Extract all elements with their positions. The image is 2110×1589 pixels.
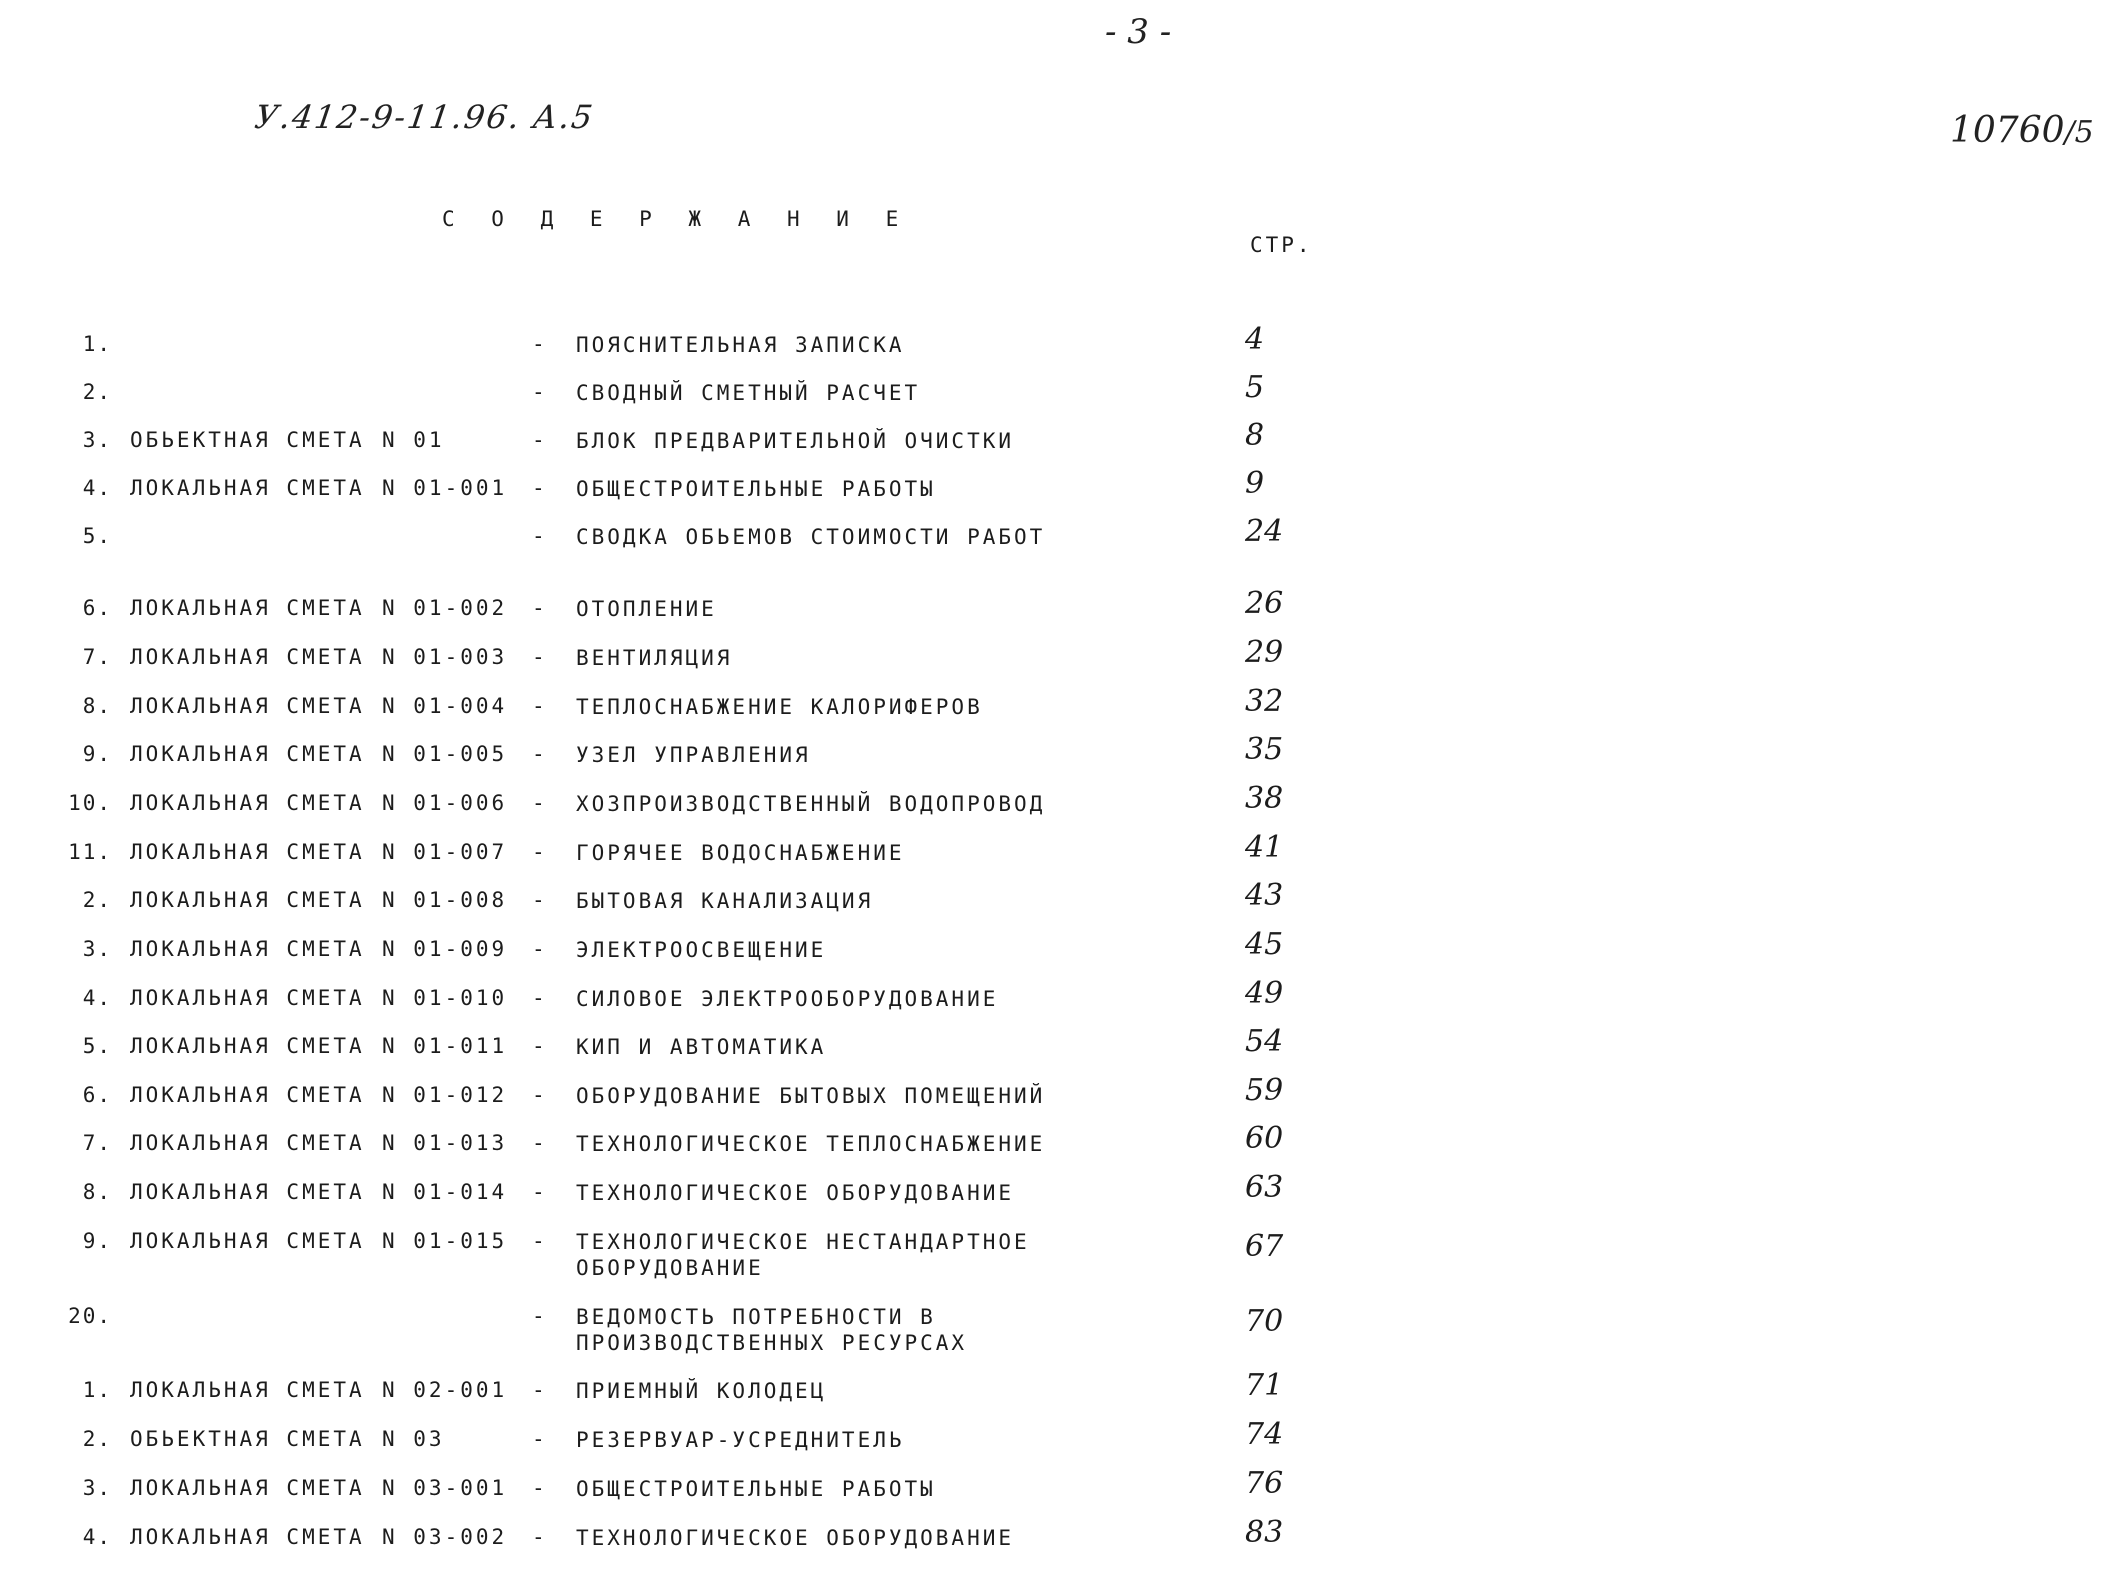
description-line: ОБОРУДОВАНИЕ xyxy=(576,1256,764,1280)
row-dash: - xyxy=(532,742,545,766)
row-number: 2. xyxy=(82,380,112,404)
row-description xyxy=(576,791,1045,817)
estimate-type: ЛОКАЛЬНАЯ СМЕТА xyxy=(130,476,365,500)
toc-row xyxy=(0,1073,2110,1119)
row-dash: - xyxy=(532,476,545,500)
page-ref: 26 xyxy=(1245,586,1284,621)
row-description xyxy=(576,332,905,358)
page-ref: 43 xyxy=(1245,878,1284,913)
row-dash: - xyxy=(532,645,545,669)
toc-row xyxy=(0,976,2110,1022)
row-dash: - xyxy=(532,986,545,1010)
row-number: 11. xyxy=(68,840,112,864)
row-dash: - xyxy=(532,380,545,404)
row-description xyxy=(576,888,873,914)
row-number: 3. xyxy=(82,428,112,452)
estimate-code: N 01-002 xyxy=(382,596,508,620)
page-ref: 71 xyxy=(1245,1368,1284,1403)
estimate-type: ЛОКАЛЬНАЯ СМЕТА xyxy=(130,1083,365,1107)
toc-row xyxy=(0,1417,2110,1463)
estimate-code: N 01-003 xyxy=(382,645,508,669)
page-ref: 29 xyxy=(1245,635,1284,670)
description-line: УЗЕЛ УПРАВЛЕНИЯ xyxy=(576,743,811,767)
page-ref: 59 xyxy=(1245,1073,1284,1108)
row-dash: - xyxy=(532,428,545,452)
row-number: 9. xyxy=(82,1229,112,1253)
row-number: 8. xyxy=(82,694,112,718)
description-line: ПОЯСНИТЕЛЬНАЯ ЗАПИСКА xyxy=(576,333,905,357)
description-line: ТЕХНОЛОГИЧЕСКОЕ НЕСТАНДАРТНОЕ xyxy=(576,1230,1030,1254)
row-description xyxy=(576,524,1045,550)
estimate-type: ЛОКАЛЬНАЯ СМЕТА xyxy=(130,986,365,1010)
description-line: ПРИЕМНЫЙ КОЛОДЕЦ xyxy=(576,1379,827,1403)
description-line: ТЕХНОЛОГИЧЕСКОЕ ТЕПЛОСНАБЖЕНИЕ xyxy=(576,1132,1046,1156)
row-description xyxy=(576,1476,936,1502)
row-number: 3. xyxy=(82,1476,112,1500)
estimate-code: N 01-004 xyxy=(382,694,508,718)
row-number: 4. xyxy=(82,476,112,500)
description-line: БЫТОВАЯ КАНАЛИЗАЦИЯ xyxy=(576,889,874,913)
row-number: 3. xyxy=(82,937,112,961)
row-number: 2. xyxy=(82,1427,112,1451)
page-number: - 3 - xyxy=(1105,12,1172,52)
toc-title: С О Д Е Р Ж А Н И Е xyxy=(442,207,911,231)
row-dash: - xyxy=(532,1378,545,1402)
description-line: ГОРЯЧЕЕ ВОДОСНАБЖЕНИЕ xyxy=(576,841,905,865)
row-dash: - xyxy=(532,1304,545,1328)
row-description xyxy=(576,645,732,671)
row-description xyxy=(576,742,811,768)
row-description xyxy=(576,596,717,622)
row-dash: - xyxy=(532,1180,545,1204)
description-line: БЛОК ПРЕДВАРИТЕЛЬНОЙ ОЧИСТКИ xyxy=(576,429,1015,453)
estimate-code: N 01-001 xyxy=(382,476,508,500)
estimate-type: ЛОКАЛЬНАЯ СМЕТА xyxy=(130,840,365,864)
estimate-code: N 03-002 xyxy=(382,1525,508,1549)
page-ref: 83 xyxy=(1245,1515,1284,1550)
row-dash: - xyxy=(532,937,545,961)
row-description xyxy=(576,1229,1030,1281)
row-dash: - xyxy=(532,791,545,815)
estimate-code: N 03 xyxy=(382,1427,445,1451)
description-line: ОБОРУДОВАНИЕ БЫТОВЫХ ПОМЕЩЕНИЙ xyxy=(576,1084,1046,1108)
row-dash: - xyxy=(532,1229,545,1253)
estimate-code: N 01 xyxy=(382,428,445,452)
row-number: 9. xyxy=(82,742,112,766)
toc-row xyxy=(0,1229,2110,1289)
estimate-code: N 01-008 xyxy=(382,888,508,912)
page-ref: 67 xyxy=(1245,1229,1284,1264)
page-ref: 9 xyxy=(1245,466,1265,501)
row-dash: - xyxy=(532,596,545,620)
row-dash: - xyxy=(532,1083,545,1107)
row-description xyxy=(576,937,826,963)
row-description xyxy=(576,380,920,406)
toc-row xyxy=(0,1466,2110,1512)
page-ref: 70 xyxy=(1245,1304,1284,1339)
page-ref: 74 xyxy=(1245,1417,1284,1452)
row-description xyxy=(576,1304,967,1356)
row-description xyxy=(576,694,983,720)
row-number: 10. xyxy=(68,791,112,815)
toc-row xyxy=(0,1024,2110,1070)
archive-number-main: 10760 xyxy=(1950,110,2065,151)
estimate-type: ЛОКАЛЬНАЯ СМЕТА xyxy=(130,1229,365,1253)
row-number: 8. xyxy=(82,1180,112,1204)
row-description xyxy=(576,1034,826,1060)
estimate-type: ЛОКАЛЬНАЯ СМЕТА xyxy=(130,1378,365,1402)
description-line: ЭЛЕКТРООСВЕЩЕНИЕ xyxy=(576,938,827,962)
estimate-code: N 01-009 xyxy=(382,937,508,961)
toc-row xyxy=(0,781,2110,827)
page-ref: 54 xyxy=(1245,1024,1284,1059)
row-description xyxy=(576,1427,905,1453)
row-dash: - xyxy=(532,1034,545,1058)
estimate-code: N 02-001 xyxy=(382,1378,508,1402)
description-line: ОБЩЕСТРОИТЕЛЬНЫЕ РАБОТЫ xyxy=(576,1477,936,1501)
toc-row xyxy=(0,586,2110,632)
estimate-code: N 01-013 xyxy=(382,1131,508,1155)
row-number: 6. xyxy=(82,1083,112,1107)
toc-row xyxy=(0,322,2110,368)
description-line: СВОДКА ОБЬЕМОВ СТОИМОСТИ РАБОТ xyxy=(576,525,1046,549)
estimate-type: ЛОКАЛЬНАЯ СМЕТА xyxy=(130,1131,365,1155)
row-dash: - xyxy=(532,888,545,912)
toc-row xyxy=(0,1304,2110,1364)
estimate-type: ЛОКАЛЬНАЯ СМЕТА xyxy=(130,1476,365,1500)
page-ref: 32 xyxy=(1245,684,1284,719)
page-ref: 5 xyxy=(1245,370,1265,405)
row-number: 20. xyxy=(68,1304,112,1328)
toc-row xyxy=(0,830,2110,876)
description-line: ВЕНТИЛЯЦИЯ xyxy=(576,646,733,670)
estimate-type: ЛОКАЛЬНАЯ СМЕТА xyxy=(130,645,365,669)
row-description xyxy=(576,1131,1045,1157)
row-dash: - xyxy=(532,524,545,548)
description-line: ВЕДОМОСТЬ ПОТРЕБНОСТИ В xyxy=(576,1305,936,1329)
description-line: ТЕПЛОСНАБЖЕНИЕ КАЛОРИФЕРОВ xyxy=(576,695,983,719)
description-line: РЕЗЕРВУАР-УСРЕДНИТЕЛЬ xyxy=(576,1428,905,1452)
estimate-code: N 01-010 xyxy=(382,986,508,1010)
row-number: 7. xyxy=(82,1131,112,1155)
row-description xyxy=(576,1525,1014,1551)
description-line: СВОДНЫЙ СМЕТНЫЙ РАСЧЕТ xyxy=(576,381,921,405)
row-number: 4. xyxy=(82,986,112,1010)
description-line: ОБЩЕСТРОИТЕЛЬНЫЕ РАБОТЫ xyxy=(576,477,936,501)
estimate-type: ЛОКАЛЬНАЯ СМЕТА xyxy=(130,596,365,620)
estimate-type: ЛОКАЛЬНАЯ СМЕТА xyxy=(130,791,365,815)
toc-row xyxy=(0,370,2110,416)
toc-row xyxy=(0,1170,2110,1216)
row-description xyxy=(576,986,998,1012)
row-description xyxy=(576,1180,1014,1206)
description-line: СИЛОВОЕ ЭЛЕКТРООБОРУДОВАНИЕ xyxy=(576,987,999,1011)
row-number: 7. xyxy=(82,645,112,669)
estimate-type: ЛОКАЛЬНАЯ СМЕТА xyxy=(130,742,365,766)
page-ref: 8 xyxy=(1245,418,1265,453)
row-description xyxy=(576,428,1014,454)
estimate-type: ЛОКАЛЬНАЯ СМЕТА xyxy=(130,888,365,912)
page-column-label: СТР. xyxy=(1250,233,1313,257)
toc-row xyxy=(0,466,2110,512)
document-code: У.412-9-11.96. А.5 xyxy=(252,98,597,136)
description-line: ХОЗПРОИЗВОДСТВЕННЫЙ ВОДОПРОВОД xyxy=(576,792,1046,816)
row-dash: - xyxy=(532,1476,545,1500)
row-number: 4. xyxy=(82,1525,112,1549)
toc-row xyxy=(0,1515,2110,1561)
row-number: 5. xyxy=(82,524,112,548)
page-ref: 49 xyxy=(1245,976,1284,1011)
estimate-code: N 01-012 xyxy=(382,1083,508,1107)
toc-row xyxy=(0,1121,2110,1167)
toc-row xyxy=(0,878,2110,924)
row-dash: - xyxy=(532,1131,545,1155)
estimate-type: ОБЬЕКТНАЯ СМЕТА xyxy=(130,1427,365,1451)
row-description xyxy=(576,840,905,866)
toc-row xyxy=(0,684,2110,730)
estimate-code: N 01-005 xyxy=(382,742,508,766)
page-ref: 60 xyxy=(1245,1121,1284,1156)
estimate-code: N 03-001 xyxy=(382,1476,508,1500)
row-dash: - xyxy=(532,332,545,356)
toc-row xyxy=(0,514,2110,560)
row-description xyxy=(576,476,936,502)
estimate-type: ЛОКАЛЬНАЯ СМЕТА xyxy=(130,1180,365,1204)
description-line: ТЕХНОЛОГИЧЕСКОЕ ОБОРУДОВАНИЕ xyxy=(576,1526,1015,1550)
row-dash: - xyxy=(532,694,545,718)
estimate-type: ЛОКАЛЬНАЯ СМЕТА xyxy=(130,1525,365,1549)
page-ref: 41 xyxy=(1245,830,1284,865)
row-number: 2. xyxy=(82,888,112,912)
estimate-type: ОБЬЕКТНАЯ СМЕТА xyxy=(130,428,365,452)
page-ref: 24 xyxy=(1245,514,1284,549)
estimate-type: ЛОКАЛЬНАЯ СМЕТА xyxy=(130,694,365,718)
row-dash: - xyxy=(532,1427,545,1451)
row-number: 1. xyxy=(82,1378,112,1402)
row-dash: - xyxy=(532,840,545,864)
page-ref: 45 xyxy=(1245,927,1284,962)
row-number: 5. xyxy=(82,1034,112,1058)
row-description xyxy=(576,1378,826,1404)
toc-row xyxy=(0,732,2110,778)
row-description xyxy=(576,1083,1045,1109)
page-ref: 35 xyxy=(1245,732,1284,767)
page-ref: 4 xyxy=(1245,322,1265,357)
estimate-code: N 01-014 xyxy=(382,1180,508,1204)
row-number: 1. xyxy=(82,332,112,356)
page-ref: 76 xyxy=(1245,1466,1284,1501)
description-line: ОТОПЛЕНИЕ xyxy=(576,597,717,621)
estimate-type: ЛОКАЛЬНАЯ СМЕТА xyxy=(130,937,365,961)
row-dash: - xyxy=(532,1525,545,1549)
page-ref: 63 xyxy=(1245,1170,1284,1205)
estimate-code: N 01-015 xyxy=(382,1229,508,1253)
page-ref: 38 xyxy=(1245,781,1284,816)
toc-row xyxy=(0,635,2110,681)
estimate-type: ЛОКАЛЬНАЯ СМЕТА xyxy=(130,1034,365,1058)
estimate-code: N 01-011 xyxy=(382,1034,508,1058)
archive-number-fraction: /5 xyxy=(2064,115,2094,150)
toc-row xyxy=(0,418,2110,464)
toc-row xyxy=(0,1368,2110,1414)
description-line: ТЕХНОЛОГИЧЕСКОЕ ОБОРУДОВАНИЕ xyxy=(576,1181,1015,1205)
description-line: КИП И АВТОМАТИКА xyxy=(576,1035,827,1059)
estimate-code: N 01-007 xyxy=(382,840,508,864)
description-line: ПРОИЗВОДСТВЕННЫХ РЕСУРСАХ xyxy=(576,1331,968,1355)
toc-row xyxy=(0,927,2110,973)
estimate-code: N 01-006 xyxy=(382,791,508,815)
row-number: 6. xyxy=(82,596,112,620)
